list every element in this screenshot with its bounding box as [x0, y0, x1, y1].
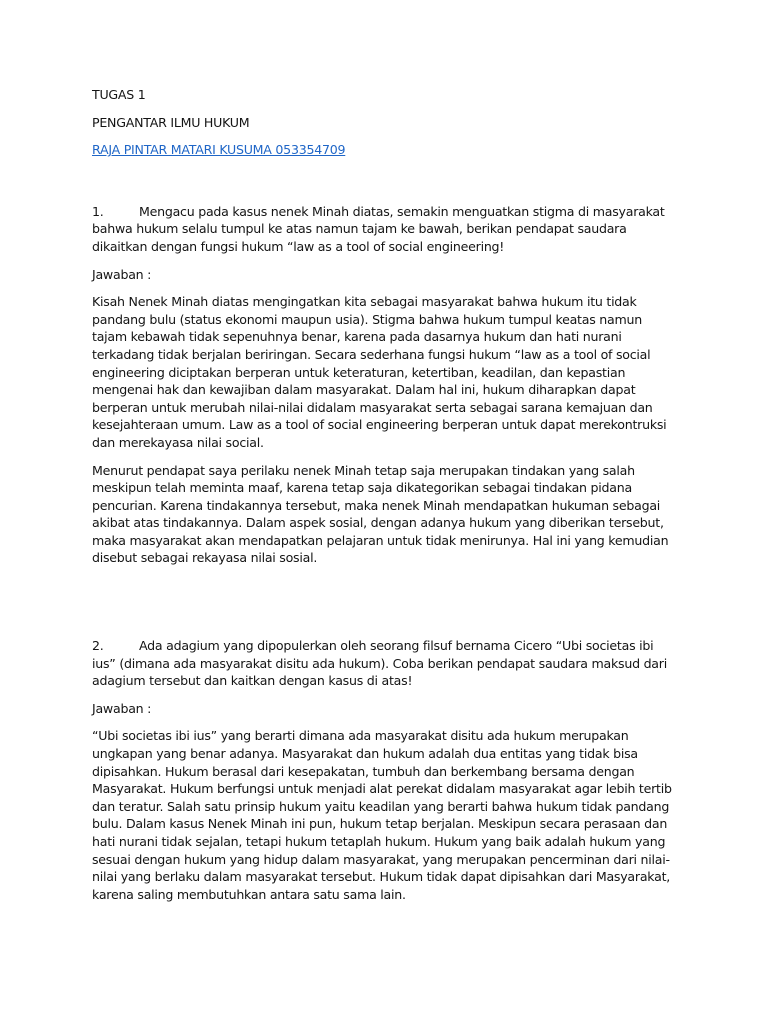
- author-link[interactable]: RAJA PINTAR MATARI KUSUMA 053354709: [92, 142, 346, 158]
- answer-label: Jawaban :: [92, 266, 152, 282]
- question-2: [92, 637, 676, 690]
- question-text: Ada adagium yang dipopulerkan oleh seorang filsuf bernama Cicero “Ubi societas ibi ius” (dimana ada masyarakat disitu ada hukum). Coba berikan pendapat saudara maksud dari adagium tersebut dan kaitkan dengan kasus di atas!: [92, 638, 667, 689]
- course-title: PENGANTAR ILMU HUKUM: [92, 114, 250, 130]
- document-body: [92, 86, 676, 913]
- question-number: 2.: [92, 638, 104, 654]
- answer-paragraph: Menurut pendapat saya perilaku nenek Minah tetap saja merupakan tindakan yang salah meskipun telah meminta maaf, karena tetap saja dikategorikan sebagai tindakan pidana pencurian. Karena tindakannya tersebut, maka nenek Minah mendapatkan hukuman sebagai akibat atas tindakannya. Dalam aspek sosial, dengan adanya hukum yang diberikan tersebut, maka masyarakat akan mendapatkan pelajaran untuk tidak menirunya. Hal ini yang kemudian disebut sebagai rekayasa nilai sosial.: [92, 462, 669, 566]
- question-1: [92, 203, 676, 256]
- spacer: [92, 577, 676, 637]
- answer-paragraph: “Ubi societas ibi ius” yang berarti dimana ada masyarakat disitu ada hukum merupakan ungkapan yang benar adanya. Masyarakat dan hukum adalah dua entitas yang tidak bisa dipisahkan. Hukum berasal dari kesepakatan, tumbuh dan berkembang bersama dengan Masyarakat. Hukum berfungsi untuk menjadi alat perekat didalam masyarakat agar lebih tertib dan teratur. Salah satu prinsip hukum yaitu keadilan yang berarti bahwa hukum tidak pandang bulu. Dalam kasus Nenek Minah ini pun, hukum tetap berjalan. Meskipun secara perasaan dan hati nurani tidak sejalan, tetapi hukum tetaplah hukum. Hukum yang baik adalah hukum yang sesuai dengan hukum yang hidup dalam masyarakat, yang merupakan pencerminan dari nilai-nilai yang berlaku dalam masyarakat tersebut. Hukum tidak dapat dipisahkan dari Masyarakat, karena saling membutuhkan antara satu sama lain.: [92, 728, 672, 902]
- question-text: Mengacu pada kasus nenek Minah diatas, semakin menguatkan stigma di masyarakat bahwa hukum selalu tumpul ke atas namun tajam ke bawah, berikan pendapat saudara dikaitkan dengan fungsi hukum “law as a tool of social engineering!: [92, 203, 665, 254]
- answer-label: Jawaban :: [92, 700, 152, 716]
- spacer: [92, 169, 676, 203]
- question-number: 1.: [92, 203, 104, 219]
- task-title: TUGAS 1: [92, 87, 146, 102]
- answer-paragraph: Kisah Nenek Minah diatas mengingatkan kita sebagai masyarakat bahwa hukum itu tidak pandang bulu (status ekonomi maupun usia). Stigma bahwa hukum tumpul keatas namun tajam kebawah tidak sepenuhnya benar, karena pada dasarnya hukum dan hati nurani terkadang tidak berjalan beriringan. Secara sederhana fungsi hukum “law as a tool of social engineering diciptakan berperan untuk keteraturan, ketertiban, keadilan, dan kepastian mengenai hak dan kewajiban dalam masyarakat. Dalam hal ini, hukum diharapkan dapat berperan untuk merubah nilai-nilai didalam masyarakat serta sebagai sarana kemajuan dan kesejahteraan umum. Law as a tool of social engineering berperan untuk dapat merekontruksi dan merekayasa nilai social.: [92, 294, 667, 450]
